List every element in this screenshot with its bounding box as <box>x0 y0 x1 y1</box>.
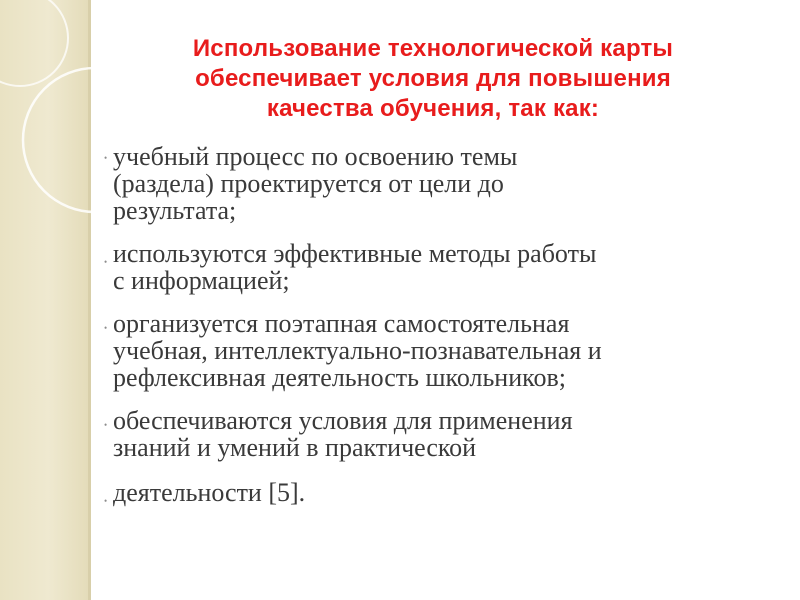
bullet-text-line: деятельности [5]. <box>113 478 306 507</box>
bullet-marker: • <box>104 153 108 163</box>
bullet-text-line: с информацией; <box>113 266 290 295</box>
bullet-item <box>104 240 784 294</box>
decorative-circle-small <box>0 0 68 86</box>
bullet-text-line: учебный процесс по освоению темы <box>113 142 518 171</box>
slide-title <box>108 34 758 124</box>
bullet-marker: • <box>104 323 108 333</box>
title-line: Использование технологической карты <box>192 35 674 62</box>
bullet-marker: • <box>104 496 108 506</box>
bullet-item <box>104 143 784 224</box>
bullet-text-line: учебная, интеллектуально-познавательная и <box>113 336 602 365</box>
bullet-text-line: результата; <box>113 196 237 225</box>
bullet-text-line: рефлексивная деятельность школьников; <box>113 363 566 392</box>
bullet-text-line: обеспечиваются условия для применения <box>113 406 573 435</box>
bullet-item <box>104 407 784 461</box>
bullet-item <box>104 479 784 506</box>
bullet-text-line: используются эффективные методы работы <box>113 239 597 268</box>
bullet-list <box>104 143 784 506</box>
bullet-item <box>104 310 784 391</box>
bullet-text-line: знаний и умений в практической <box>113 433 477 462</box>
bullet-marker: • <box>104 420 108 430</box>
bullet-text-line: организуется поэтапная самостоятельная <box>113 309 570 338</box>
bullet-marker: • <box>104 257 108 267</box>
title-line: обеспечивает условия для повышения <box>195 65 671 92</box>
title-line: качества обучения, так как: <box>266 95 600 122</box>
bullet-text-line: (раздела) проектируется от цели до <box>113 169 504 198</box>
